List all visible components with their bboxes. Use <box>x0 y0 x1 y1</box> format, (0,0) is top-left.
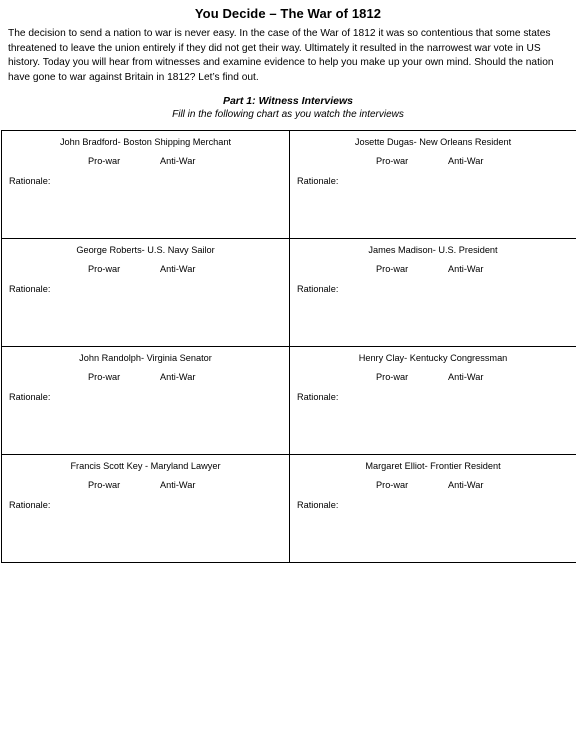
witness-cell[interactable] <box>2 455 290 563</box>
page-title: You Decide – The War of 1812 <box>194 6 382 21</box>
pro-war-option[interactable]: Pro-war <box>88 156 121 166</box>
witness-name: James Madison- U.S. President <box>368 245 498 255</box>
pro-war-option[interactable]: Pro-war <box>376 480 409 490</box>
pro-war-option[interactable]: Pro-war <box>376 156 409 166</box>
witness-cell[interactable] <box>2 239 290 347</box>
witness-cell[interactable] <box>2 131 290 239</box>
witness-chart <box>1 130 576 563</box>
witness-cell[interactable] <box>290 131 576 239</box>
witness-name: Francis Scott Key - Maryland Lawyer <box>70 461 221 471</box>
anti-war-option[interactable]: Anti-War <box>160 264 196 274</box>
witness-cell[interactable] <box>2 347 290 455</box>
rationale-label: Rationale: <box>297 176 339 186</box>
intro-paragraph: The decision to send a nation to war is never easy. In the case of the War of 1812 it was so contentious that some states threatened to leave the union entirely if they did not get their way. Ultimately it resulted in the narrowest war vote in US history. Today you will hear from witnesses and examine evidence to help you make up your own mind. Should the nation have gone to war against Britain in 1812? Let’s find out. <box>8 28 554 83</box>
pro-war-option[interactable]: Pro-war <box>376 264 409 274</box>
rationale-label: Rationale: <box>297 284 339 294</box>
pro-war-option[interactable]: Pro-war <box>88 372 121 382</box>
anti-war-option[interactable]: Anti-War <box>160 372 196 382</box>
anti-war-option[interactable]: Anti-War <box>448 264 484 274</box>
part-1-instructions: Fill in the following chart as you watch the interviews <box>172 109 404 120</box>
witness-name: Henry Clay- Kentucky Congressman <box>358 353 508 363</box>
witness-name: John Bradford- Boston Shipping Merchant <box>59 137 232 147</box>
pro-war-option[interactable]: Pro-war <box>88 480 121 490</box>
anti-war-option[interactable]: Anti-War <box>160 480 196 490</box>
anti-war-option[interactable]: Anti-War <box>448 480 484 490</box>
rationale-label: Rationale: <box>297 500 339 510</box>
witness-name: Josette Dugas- New Orleans Resident <box>354 137 512 147</box>
witness-cell[interactable] <box>290 455 576 563</box>
rationale-label: Rationale: <box>9 500 51 510</box>
witness-name: John Randolph- Virginia Senator <box>79 353 212 363</box>
witness-cell[interactable] <box>290 239 576 347</box>
anti-war-option[interactable]: Anti-War <box>448 372 484 382</box>
rationale-label: Rationale: <box>9 284 51 294</box>
pro-war-option[interactable]: Pro-war <box>376 372 409 382</box>
rationale-label: Rationale: <box>9 176 51 186</box>
part-1-title: Part 1: Witness Interviews <box>222 95 354 107</box>
witness-name: Margaret Elliot- Frontier Resident <box>365 461 501 471</box>
rationale-label: Rationale: <box>297 392 339 402</box>
anti-war-option[interactable]: Anti-War <box>448 156 484 166</box>
witness-name: George Roberts- U.S. Navy Sailor <box>76 245 215 255</box>
rationale-label: Rationale: <box>9 392 51 402</box>
witness-cell[interactable] <box>290 347 576 455</box>
anti-war-option[interactable]: Anti-War <box>160 156 196 166</box>
pro-war-option[interactable]: Pro-war <box>88 264 121 274</box>
